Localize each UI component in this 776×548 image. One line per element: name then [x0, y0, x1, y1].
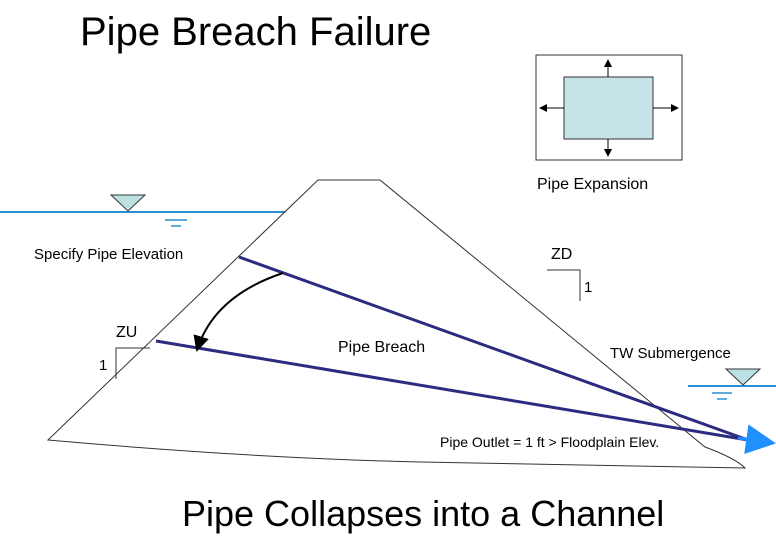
downstream-water-level-icon	[726, 369, 760, 385]
dam-embankment	[48, 180, 745, 468]
diagram-subtitle: Pipe Collapses into a Channel	[182, 493, 665, 534]
pipe-outlet-label: Pipe Outlet = 1 ft > Floodplain Elev.	[440, 434, 660, 450]
tw-submergence-label: TW Submergence	[610, 345, 731, 362]
pipe-breach-label: Pipe Breach	[338, 339, 426, 356]
diagram-title: Pipe Breach Failure	[80, 10, 432, 54]
zd-slope-indicator	[547, 270, 580, 301]
specify-pipe-elevation-label: Specify Pipe Elevation	[34, 246, 184, 263]
zd-label: ZD	[551, 246, 573, 263]
pipe-expansion-label: Pipe Expansion	[537, 176, 649, 193]
zu-label: ZU	[116, 324, 138, 341]
pipe-expansion-section	[564, 77, 653, 139]
zd-one-label: 1	[584, 279, 593, 296]
upstream-water-level-icon	[111, 195, 145, 211]
zu-one-label: 1	[99, 357, 108, 374]
